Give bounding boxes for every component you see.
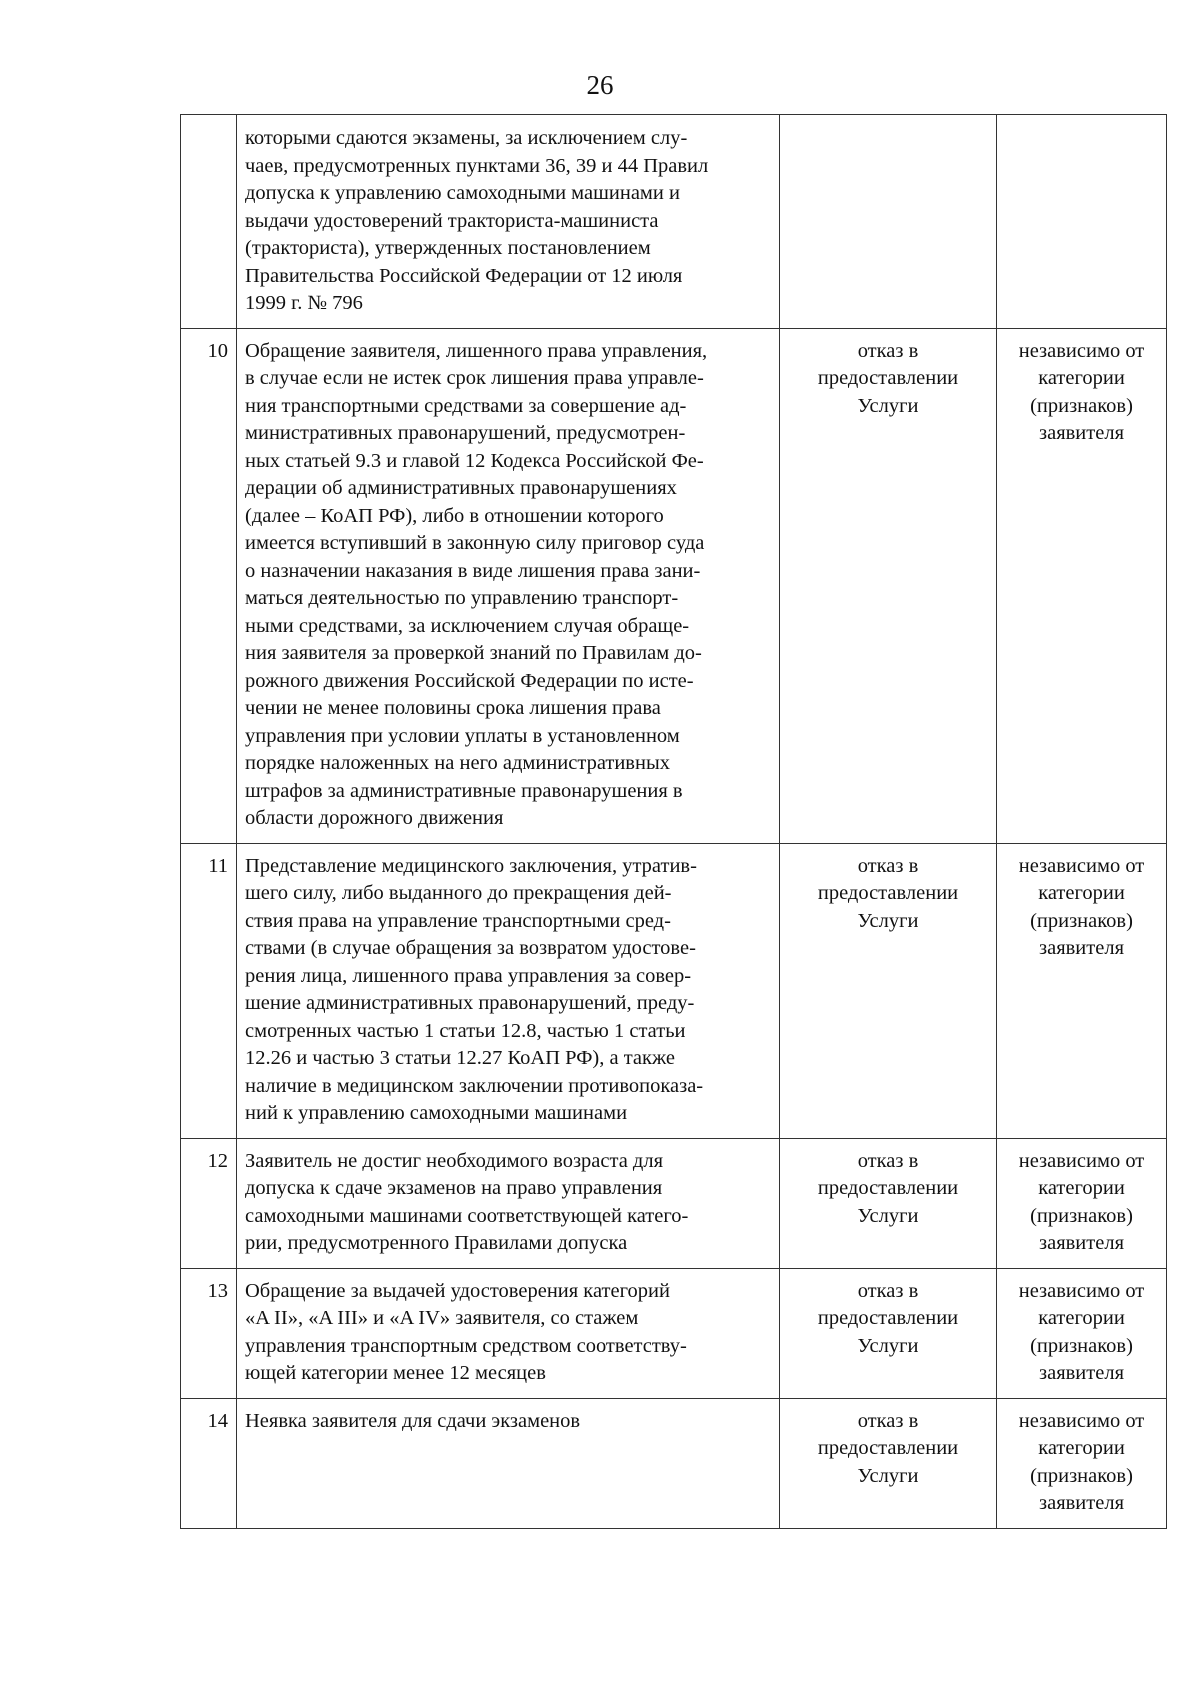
result-line: Услуги (857, 1334, 919, 1357)
applicant-category-line: независимо от (1018, 339, 1145, 362)
ground-description-line: самоходными машинами соответствующей катего- (245, 1204, 689, 1227)
ground-description-line: выдачи удостоверений тракториста-машиниста (245, 209, 659, 232)
result-cell (780, 1138, 997, 1268)
ground-description-cell (237, 1268, 780, 1398)
ground-description-line: управления транспортным средством соответству- (245, 1334, 687, 1357)
applicant-category-cell (997, 115, 1167, 329)
row-number-cell (181, 1268, 237, 1398)
applicant-category-line: категории (1038, 1437, 1125, 1459)
result-line: предоставлении (817, 1307, 959, 1329)
row-number: 12 (207, 1149, 228, 1172)
result-cell (780, 115, 997, 329)
table-row (181, 328, 1167, 843)
result-line: Услуги (857, 909, 919, 932)
applicant-category-line: независимо от (1018, 1149, 1145, 1172)
ground-description-line: ния заявителя за проверкой знаний по Правилам до- (245, 642, 702, 664)
applicant-category-line: заявителя (1039, 937, 1124, 959)
ground-description-line: области дорожного движения (245, 807, 504, 829)
applicant-category-line: независимо от (1018, 1279, 1145, 1302)
applicant-category-line: заявителя (1039, 1362, 1124, 1384)
table-row (181, 1138, 1167, 1268)
row-number: 10 (207, 339, 228, 362)
row-number-cell (181, 843, 237, 1138)
ground-description-line: в случае если не истек срок лишения права управле- (245, 367, 704, 389)
result-line: предоставлении (817, 367, 959, 389)
ground-description-cell (237, 115, 780, 329)
applicant-category-line: (признаков) (1030, 909, 1133, 932)
ground-description-line: смотренных частью 1 статьи 12.8, частью 1 статьи (245, 1019, 686, 1042)
table-body (181, 115, 1167, 1529)
ground-description-line: управления при условии уплаты в установленном (245, 724, 680, 747)
ground-description-line: шего силу, либо выданного до прекращения дей- (245, 882, 672, 904)
ground-description-line: ствами (в случае обращения за возвратом удостове- (245, 937, 696, 959)
result-cell (780, 1398, 997, 1528)
result-line: предоставлении (817, 882, 959, 904)
ground-description-line: рии, предусмотренного Правилами допуска (245, 1232, 628, 1254)
ground-description-line: имеется вступивший в законную силу приговор суда (245, 532, 705, 554)
applicant-category-line: независимо от (1018, 1409, 1145, 1432)
table-row (181, 115, 1167, 329)
ground-description-line: маться деятельностью по управлению транспорт- (245, 587, 679, 609)
row-number-cell (181, 1138, 237, 1268)
result-line: предоставлении (817, 1177, 959, 1199)
ground-description-line: «A II», «A III» и «A IV» заявителя, со стажем (245, 1307, 639, 1329)
applicant-category-line: категории (1038, 882, 1125, 904)
ground-description-line: ния транспортными средствами за совершение ад- (245, 394, 687, 417)
ground-description-line: порядке наложенных на него административных (245, 752, 670, 774)
applicant-category-line: категории (1038, 1177, 1125, 1199)
row-number-cell (181, 115, 237, 329)
row-number: 13 (207, 1279, 228, 1302)
applicant-category-line: (признаков) (1030, 1334, 1133, 1357)
result-line: отказ в (857, 1149, 919, 1172)
ground-description-line: Неявка заявителя для сдачи экзаменов (245, 1409, 581, 1432)
applicant-category-line: заявителя (1039, 1232, 1124, 1254)
row-number-cell (181, 1398, 237, 1528)
applicant-category-line: (признаков) (1030, 1204, 1133, 1227)
ground-description-line: (тракториста), утвержденных постановлением (245, 237, 651, 259)
applicant-category-line: заявителя (1039, 422, 1124, 444)
ground-description-cell (237, 1138, 780, 1268)
ground-description-line: Заявитель не достиг необходимого возраста для (245, 1149, 664, 1172)
applicant-category-line: заявителя (1039, 1492, 1124, 1514)
applicant-category-line: (признаков) (1030, 394, 1133, 417)
ground-description-cell (237, 1398, 780, 1528)
ground-description-line: допуска к управлению самоходными машинами и (245, 182, 680, 204)
row-number-cell (181, 328, 237, 843)
ground-description-line: Представление медицинского заключения, утратив- (245, 854, 697, 877)
applicant-category-cell (997, 1398, 1167, 1528)
ground-description-line: наличие в медицинском заключении противопоказа- (245, 1074, 704, 1097)
row-number: 14 (207, 1409, 228, 1432)
ground-description-line: рожного движения Российской Федерации по исте- (245, 669, 694, 692)
ground-description-line: чении не менее половины срока лишения права (245, 697, 661, 719)
ground-description-line: 1999 г. № 796 (245, 292, 363, 314)
ground-description-line: дерации об административных правонарушениях (245, 477, 677, 499)
result-line: отказ в (857, 1279, 919, 1302)
ground-description-line: рения лица, лишенного права управления за совер- (245, 964, 692, 987)
result-line: отказ в (857, 1409, 919, 1432)
applicant-category-line: категории (1038, 367, 1125, 389)
result-cell (780, 1268, 997, 1398)
applicant-category-cell (997, 1138, 1167, 1268)
result-line: отказ в (857, 339, 919, 362)
table-row (181, 1398, 1167, 1528)
ground-description-line: ющей категории менее 12 месяцев (245, 1362, 546, 1384)
applicant-category-line: (признаков) (1030, 1464, 1133, 1487)
ground-description-line: о назначении наказания в виде лишения права зани- (245, 559, 701, 582)
ground-description-cell (237, 843, 780, 1138)
result-cell (780, 328, 997, 843)
ground-description-line: (далее – КоАП РФ), либо в отношении которого (245, 504, 664, 527)
ground-description-line: ных статьей 9.3 и главой 12 Кодекса Российской Фе- (245, 449, 704, 472)
result-line: отказ в (857, 854, 919, 877)
result-cell (780, 843, 997, 1138)
ground-description-line: ний к управлению самоходными машинами (245, 1102, 628, 1124)
ground-description-line: Обращение за выдачей удостоверения категорий (245, 1279, 670, 1302)
ground-description-line: допуска к сдаче экзаменов на право управления (245, 1177, 663, 1199)
ground-description-line: 12.26 и частью 3 статьи 12.27 КоАП РФ), а также (245, 1047, 675, 1069)
applicant-category-cell (997, 1268, 1167, 1398)
ground-description-line: министративных правонарушений, предусмотрен- (245, 422, 686, 444)
row-number: 11 (208, 854, 228, 877)
ground-description-line: ными средствами, за исключением случая обраще- (245, 614, 690, 637)
ground-description-cell (237, 328, 780, 843)
ground-description-line: шение административных правонарушений, преду- (245, 992, 695, 1014)
ground-description-line: штрафов за административные правонарушения в (245, 779, 683, 802)
ground-description-line: чаев, предусмотренных пунктами 36, 39 и 44 Правил (245, 154, 709, 177)
applicant-category-cell (997, 843, 1167, 1138)
ground-description-line: Обращение заявителя, лишенного права управления, (245, 339, 708, 362)
table-row (181, 843, 1167, 1138)
result-line: предоставлении (817, 1437, 959, 1459)
applicant-category-line: независимо от (1018, 854, 1145, 877)
ground-description-line: Правительства Российской Федерации от 12 июля (245, 264, 683, 287)
result-line: Услуги (857, 394, 919, 417)
ground-description-line: которыми сдаются экзамены, за исключением слу- (245, 127, 688, 149)
page-number: 26 (586, 70, 614, 100)
table-row (181, 1268, 1167, 1398)
result-line: Услуги (857, 1464, 919, 1487)
applicant-category-line: категории (1038, 1307, 1125, 1329)
grounds-table (180, 114, 1167, 1529)
ground-description-line: ствия права на управление транспортными сред- (245, 909, 671, 932)
result-line: Услуги (857, 1204, 919, 1227)
applicant-category-cell (997, 328, 1167, 843)
